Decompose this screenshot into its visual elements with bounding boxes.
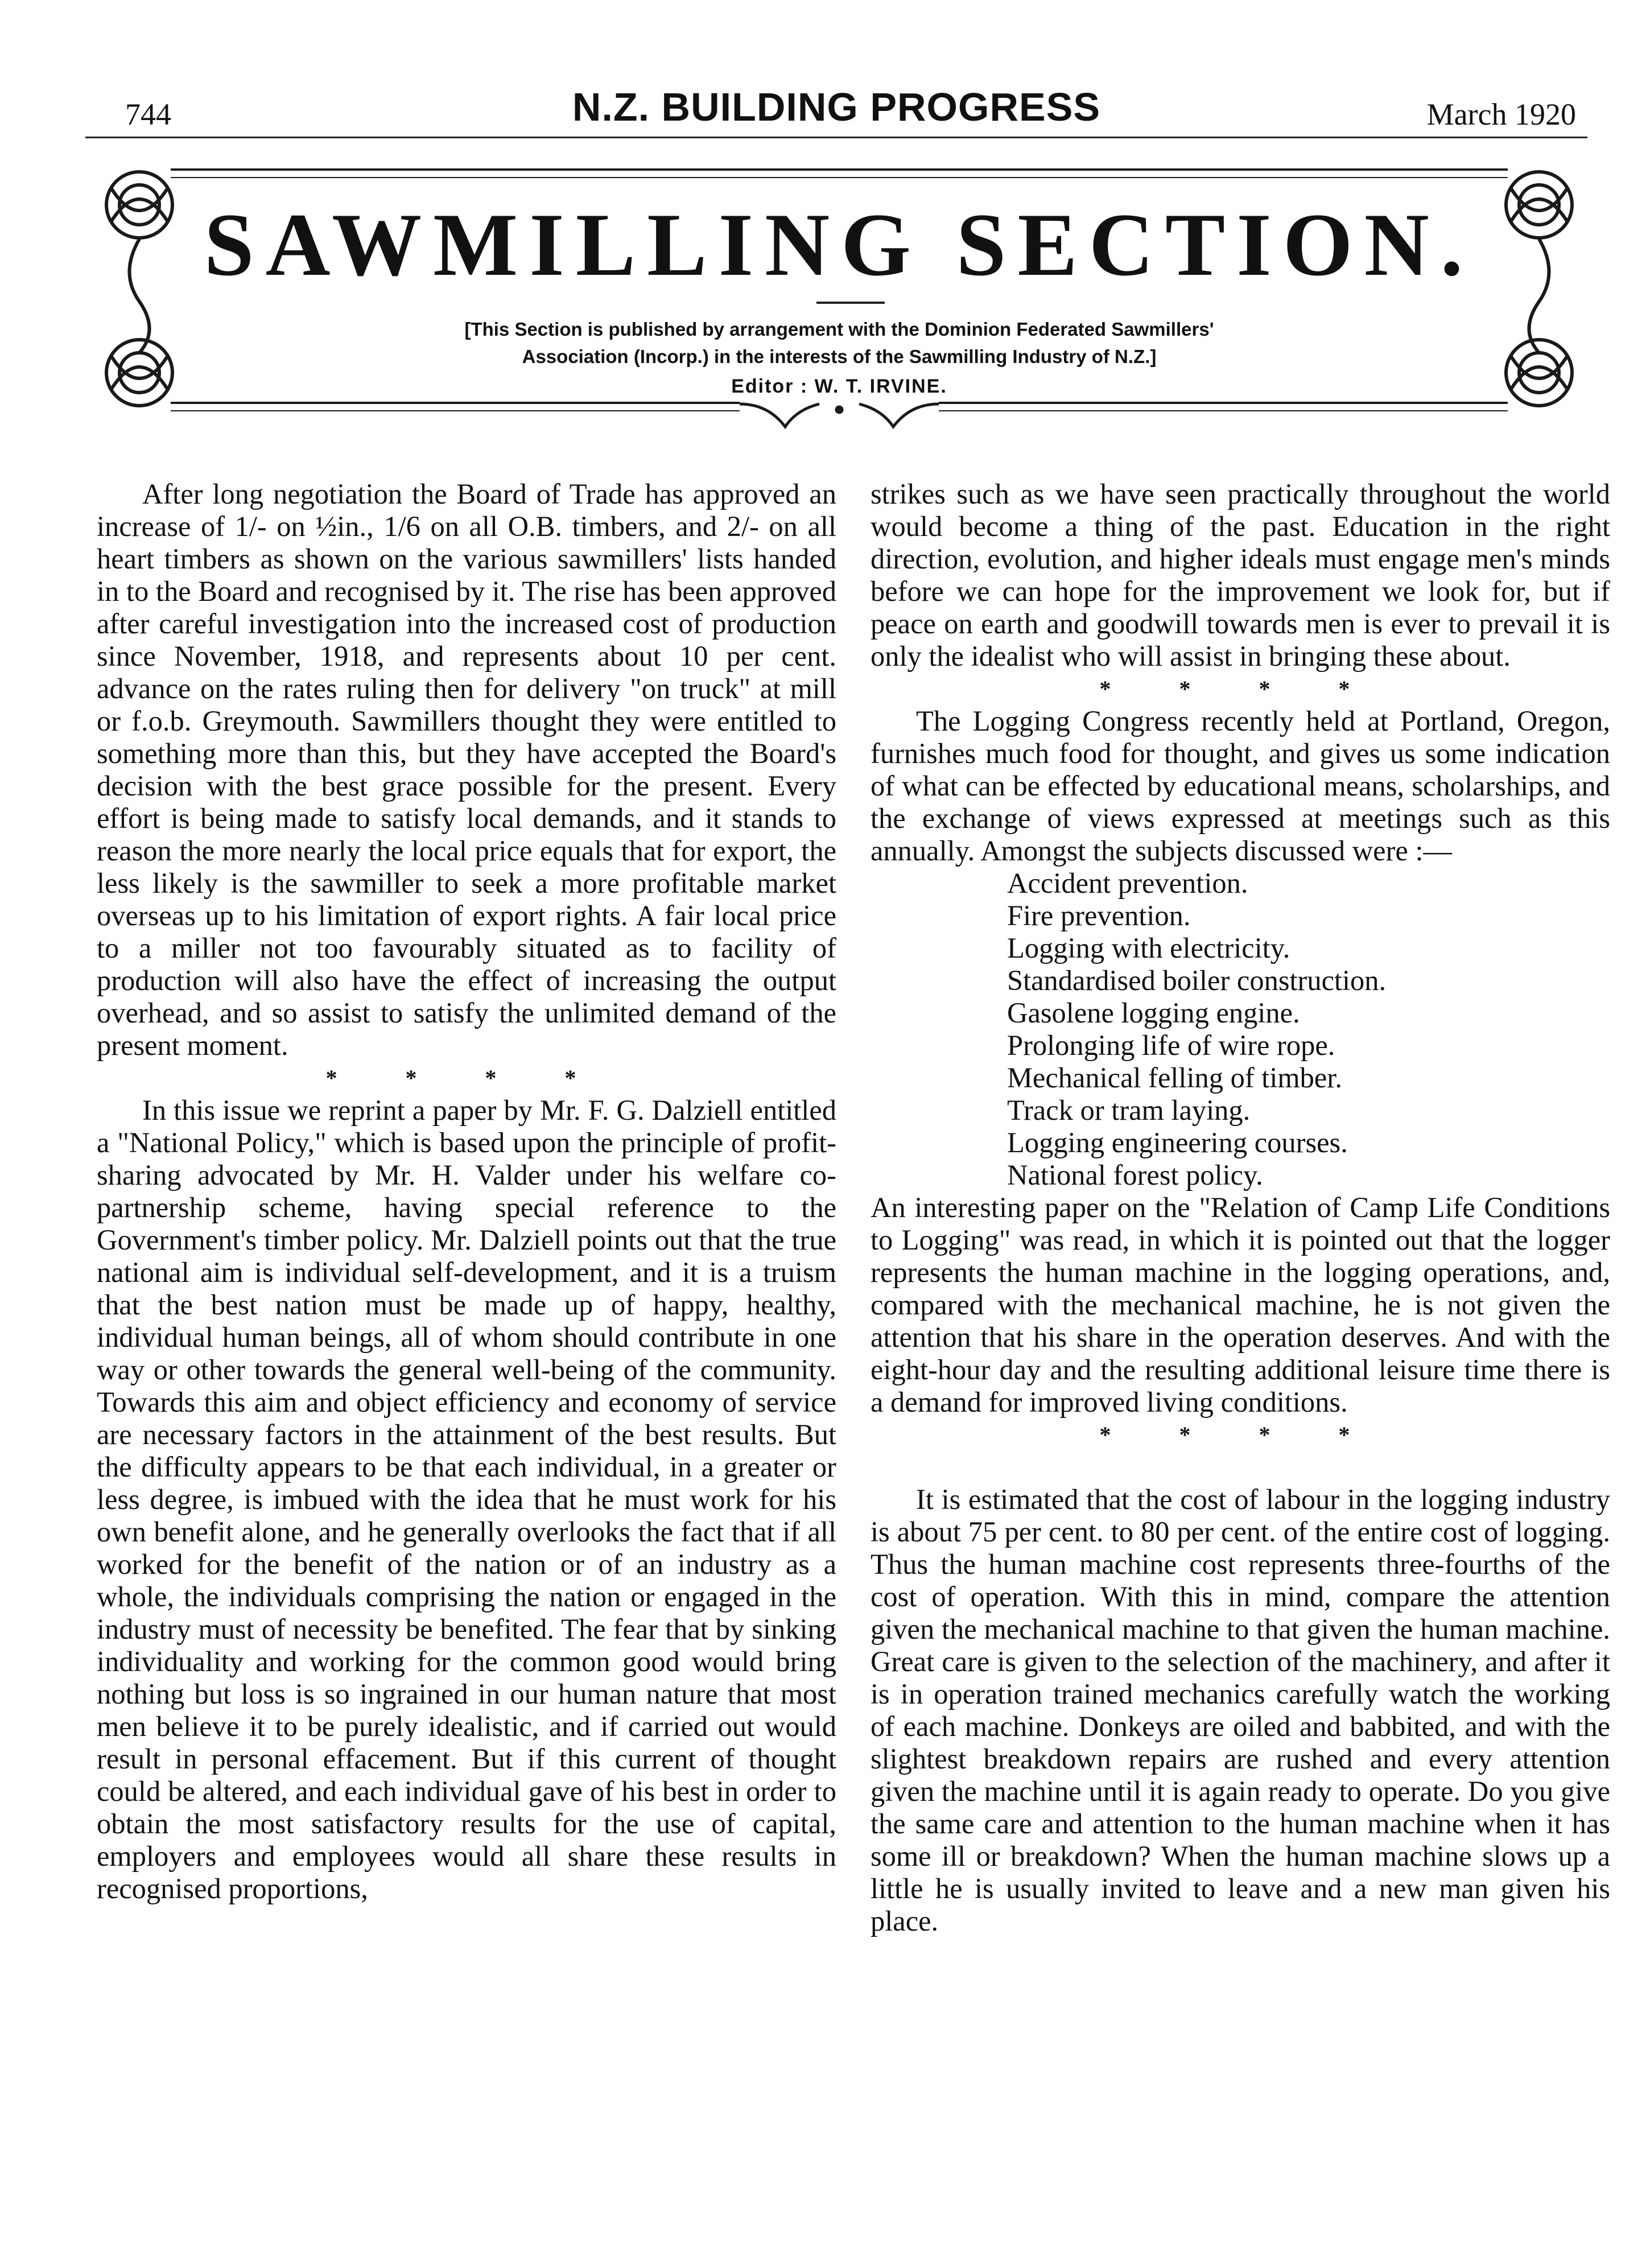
editor-credit: Editor : W. T. IRVINE. <box>731 376 947 397</box>
section-divider-stars: * * * * <box>1099 1422 1381 1448</box>
paragraph-logging-congress: The Logging Congress recently held at Portland, Oregon, furnishes much food for thought, and gives us some indication of what can be effected by educational means, scholarships, and the exchange of views expressed at meetings such as this annually. Amongst the subjects discussed were :— <box>871 705 1610 867</box>
congress-topics-list <box>871 867 1610 1191</box>
section-divider-stars: * * * * <box>325 1065 608 1091</box>
title-underline <box>816 302 885 304</box>
list-item: Prolonging life of wire rope. <box>1007 1029 1335 1061</box>
list-item: Mechanical felling of timber. <box>1007 1062 1342 1094</box>
list-item: Gasolene logging engine. <box>1007 997 1300 1029</box>
section-note-line-2: Association (Incorp.) in the interests of the Sawmilling Industry of N.Z.] <box>522 346 1157 367</box>
paragraph-labour-cost: It is estimated that the cost of labour in the logging industry is about 75 per cent. to 80 per cent. of the entire cost of logging. Thus the human machine cost represents three-fourths of the cost of operation. With this in mind, compare the attention given the mechanical machine to that given the human machine. Great care is given to the selection of the machinery, and after it is in operation trained mechanics carefully watch the working of each machine. Donkeys are oiled and babbited, and with the slightest breakdown repairs are rushed and every attention given the machine until it is again ready to operate. Do you give the same care and attention to the human machine when it has some ill or breakdown? When the human machine slows up a little he is usually invited to leave and a new man given his place. <box>871 1483 1610 1937</box>
running-head <box>85 80 1587 142</box>
list-item: Logging with electricity. <box>1007 932 1290 964</box>
left-column <box>97 478 836 1905</box>
right-column <box>871 478 1610 1937</box>
spacer <box>871 1451 1610 1483</box>
paragraph-board-of-trade: After long negotiation the Board of Trade has approved an increase of 1/- on ½in., 1/6 on all O.B. timbers, and 2/- on all heart timbers as shown on the various sawmillers' lists handed in to the Board and recognised by it. The rise has been approved after careful investigation into the increased cost of production since November, 1918, and represents about 10 per cent. advance on the rates ruling then for delivery "on truck" at mill or f.o.b. Greymouth. Sawmillers thought they were entitled to something more than this, but they have accepted the Board's decision with the best grace possible for the present. Every effort is being made to satisfy local demands, and it stands to reason the more nearly the local price equals that for export, the less likely is the sawmiller to seek a more profitable market overseas up to his limitation of export rights. A fair local price to a miller not too favourably situated as to facility of production will also have the effect of increasing the output overhead, and so assist to satisfy the unlimited demand of the present moment. <box>97 478 836 1061</box>
list-item: Logging engineering courses. <box>1007 1127 1348 1158</box>
issue-date: March 1920 <box>1426 97 1576 131</box>
list-item: Fire prevention. <box>1007 900 1191 931</box>
header-rule <box>85 137 1587 138</box>
section-banner <box>85 159 1593 467</box>
journal-title: N.Z. BUILDING PROGRESS <box>572 85 1101 129</box>
list-item: Track or tram laying. <box>1007 1094 1251 1126</box>
section-note-line-1: [This Section is published by arrangement with the Dominion Federated Sawmillers' <box>464 319 1214 340</box>
section-title: SAWMILLING SECTION. <box>204 195 1475 295</box>
section-note <box>85 316 1593 370</box>
paragraph-camp-life: An interesting paper on the "Relation of Camp Life Conditions to Logging" was read, in which it is pointed out that the logger represents the human machine in the logging operations, and, compared with the mechanical machine, he is not given the attention that his share in the operation deserves. And with the eight-hour day and the resulting additional leisure time there is a demand for improved living conditions. <box>871 1191 1610 1418</box>
paragraph-continuation: strikes such as we have seen practically throughout the world would become a thing of the past. Education in the right direction, evolution, and higher ideals must engage men's minds before we can hope for the improvement we look for, but if peace on earth and goodwill towards men is ever to prevail it is only the idealist who will assist in bringing these about. <box>871 478 1610 672</box>
section-divider-stars: * * * * <box>1099 676 1381 702</box>
list-item: Standardised boiler construction. <box>1007 964 1387 996</box>
list-item: Accident prevention. <box>1007 867 1248 899</box>
list-item: National forest policy. <box>1007 1159 1263 1191</box>
page-number: 744 <box>125 97 171 131</box>
paragraph-national-policy: In this issue we reprint a paper by Mr. F. G. Dalziell entitled a "National Policy," which is based upon the principle of profit-sharing advocated by Mr. H. Valder under his welfare co-partnership scheme, having special reference to the Government's timber policy. Mr. Dalziell points out that the true national aim is individual self-development, and it is a truism that the best nation must be made up of happy, healthy, individual human beings, all of whom should contribute in one way or other towards the general well-being of the community. Towards this aim and object efficiency and economy of service are necessary factors in the attainment of the best results. But the difficulty appears to be that each individual, in a greater or less degree, is imbued with the idea that he must work for his own benefit alone, and he generally overlooks the fact that if all worked for the benefit of the nation or of an industry as a whole, the individuals comprising the nation or engaged in the industry must of necessity be benefited. The fear that by sinking individuality and working for the common good would bring nothing but loss is so ingrained in our human nature that most men believe it to be purely idealistic, and if carried out would result in personal effacement. But if this current of thought could be altered, and each individual gave of his best in order to obtain the most satisfactory results for the use of capital, employers and employees would all share these results in recognised proportions, <box>97 1094 836 1904</box>
